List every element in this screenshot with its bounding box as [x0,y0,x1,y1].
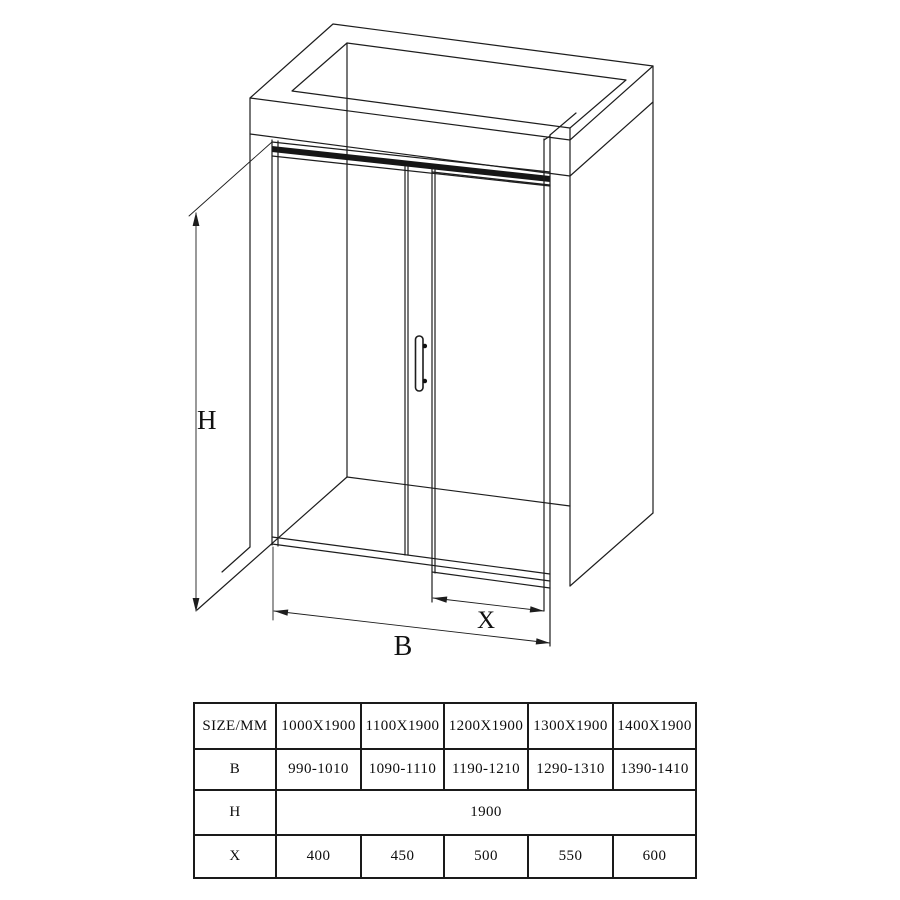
handle-mount-top [423,344,428,349]
table-row-b [194,749,696,790]
header-ring-outer [250,24,653,140]
table-cell: 1000X1900 [276,703,361,749]
door-width-arrow-right [530,606,544,612]
sliding-door-assembly [272,113,576,646]
table-cell-merged: 1900 [276,790,696,835]
table-cell: 400 [276,835,361,878]
height-arrow-bottom [193,598,200,612]
row-header-x: X [194,835,276,878]
top-rail-upper-line [272,142,550,172]
table-row-x [194,835,696,878]
header-front-bottom-edge [250,134,570,176]
left-jamb [272,140,278,546]
height-arrow-top [193,212,200,226]
right-wall-bottom-edge [570,513,653,586]
dim-label-door-width: X [476,607,496,634]
table-cell: 1390-1410 [613,749,696,790]
row-header-size: SIZE/MM [194,703,276,749]
top-rail-lower-line [272,156,550,186]
dim-label-overall-width: B [393,631,413,662]
row-header-b: B [194,749,276,790]
table-row-h [194,790,696,835]
fixed-panel-stile [405,166,408,555]
table-cell: 500 [444,835,528,878]
height-extension-line [189,142,272,216]
width-arrow-right [536,638,550,644]
size-table [193,702,697,879]
enclosure-frame [197,24,653,610]
table-cell: 1190-1210 [444,749,528,790]
table-cell: 1300X1900 [528,703,613,749]
top-rail-band [272,146,550,182]
dim-label-height: H [197,405,217,435]
header-right-cap-edge [570,102,653,176]
table-cell: 990-1010 [276,749,361,790]
table-cell: 600 [613,835,696,878]
bottom-rail [272,537,550,581]
table-cell: 1090-1110 [361,749,444,790]
row-header-h: H [194,790,276,835]
floor-back-edge [347,477,570,506]
dimension-annotations [189,142,550,662]
door-width-arrow-left [433,597,447,603]
table-cell: 1290-1310 [528,749,613,790]
table-cell: 1200X1900 [444,703,528,749]
table-row-size [194,703,696,749]
sliding-panel-bottom-edge [432,572,550,588]
sliding-panel-stile [432,169,435,602]
handle-mount-bottom [423,379,428,384]
table-cell: 550 [528,835,613,878]
door-handle [416,336,424,391]
width-arrow-left [274,610,288,616]
left-wall-bottom-edge [222,547,250,572]
table-cell: 1100X1900 [361,703,444,749]
right-post [544,135,550,646]
table-cell: 1400X1900 [613,703,696,749]
table-cell: 450 [361,835,444,878]
